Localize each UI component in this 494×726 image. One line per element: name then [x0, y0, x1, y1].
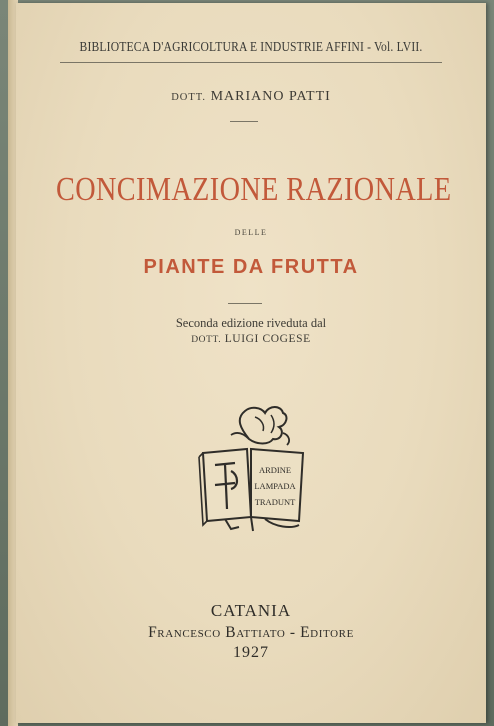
- book-subtitle: PIANTE DA FRUTTA: [143, 256, 359, 278]
- author-rule: [230, 121, 258, 122]
- edition-note: Seconda edizione riveduta dal: [175, 316, 327, 330]
- imprint-publisher: Francesco Battiato - Editore: [148, 624, 354, 641]
- author-name: MARIANO PATTI: [210, 89, 331, 104]
- series-rule: [60, 62, 442, 63]
- imprint-year: 1927: [233, 644, 269, 661]
- series-title: BIBLIOTECA D'AGRICOLTURA E INDUSTRIE AFFINI - Vol. LVII.: [79, 39, 423, 54]
- subtitle-rule: [228, 303, 262, 304]
- reviser-line: [16, 333, 486, 345]
- emblem-motto-line-2: LAMPADA: [254, 481, 296, 491]
- reviser-honorific: DOTT.: [191, 335, 222, 345]
- book-cover: [16, 3, 486, 723]
- emblem-motto-line-1: ARDINE: [258, 465, 292, 475]
- title-connector: DELLE: [234, 228, 268, 237]
- publisher-emblem-icon: [191, 401, 317, 533]
- author-line: [16, 89, 486, 105]
- author-honorific: DOTT.: [171, 92, 207, 103]
- book-title: CONCIMAZIONE RAZIONALE: [55, 171, 452, 208]
- reviser-name: LUIGI COGESE: [224, 333, 311, 345]
- emblem-motto-line-3: TRADUNT: [254, 497, 296, 507]
- imprint-place: CATANIA: [210, 601, 292, 620]
